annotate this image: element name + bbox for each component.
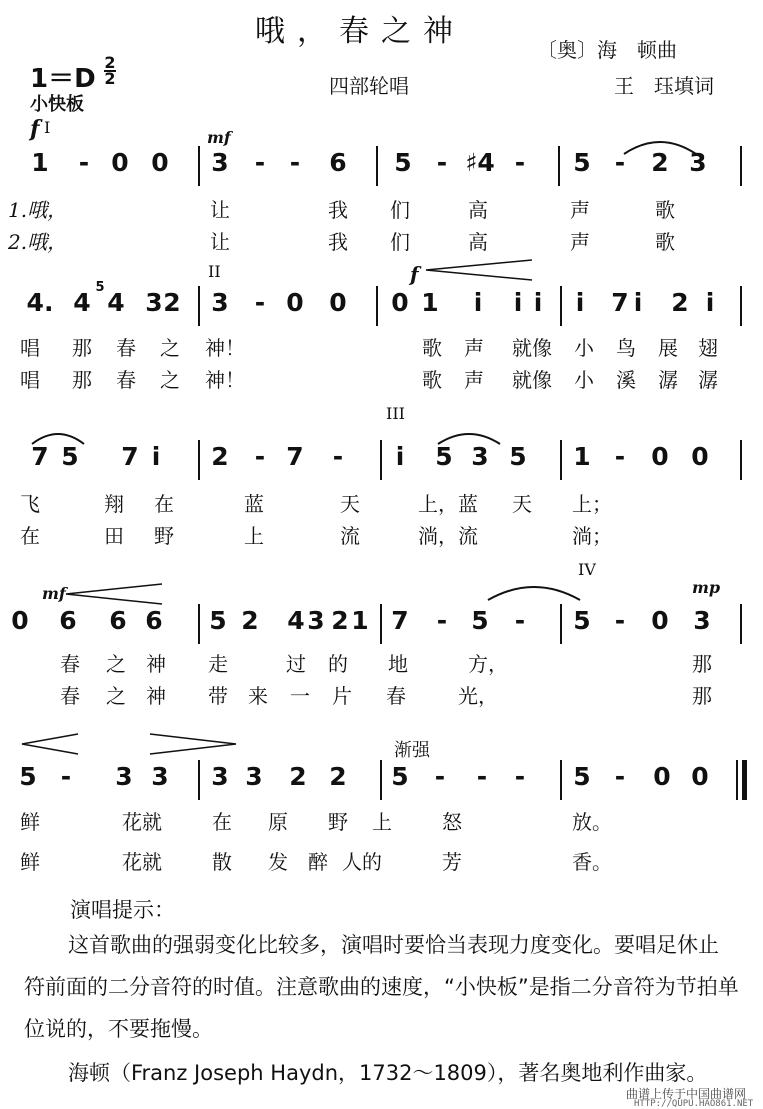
note: 1 xyxy=(31,148,49,177)
note: - xyxy=(289,148,301,177)
note: 0 xyxy=(651,606,669,635)
song-title: 哦，春之神 xyxy=(255,14,465,49)
lyrics-row-4-verse-1: 春 之 神 走 过 的 地 方， 那 xyxy=(60,652,712,676)
note: 6 xyxy=(59,606,77,635)
note: 3 xyxy=(211,148,229,177)
lyrics-row-2-verse-1: 唱 那 春 之 神！ 歌 声 就像 小 鸟 展 翅 xyxy=(20,336,718,360)
note: i xyxy=(151,442,161,471)
note: 3 xyxy=(245,762,263,791)
final-barline-thick xyxy=(742,760,747,800)
barline xyxy=(560,286,562,326)
part-label-i: I xyxy=(44,118,51,137)
note: 4 xyxy=(287,606,305,635)
barline xyxy=(198,146,200,186)
note: - xyxy=(434,762,446,791)
barline xyxy=(198,286,200,326)
note: 2 xyxy=(331,606,349,635)
note: 3 xyxy=(115,762,133,791)
note: 0 xyxy=(286,288,304,317)
note: - xyxy=(332,442,344,471)
crescendo-text: 渐强 xyxy=(394,740,430,761)
notation-row-4 xyxy=(11,606,755,646)
note: 3 xyxy=(307,606,325,635)
barline xyxy=(380,760,382,800)
barline xyxy=(740,146,742,186)
dynamic-mf-2: mf xyxy=(42,584,66,603)
barline xyxy=(376,146,378,186)
lyrics-row-1-verse-2: 2.哦， 让 我 们 高 声 歌 xyxy=(8,230,675,254)
note: 2 xyxy=(651,148,669,177)
note: 5 xyxy=(394,148,412,177)
lyrics-row-4-verse-2: 春 之 神 带 来 一 片 春 光， 那 xyxy=(60,684,712,708)
note: 0 xyxy=(11,606,29,635)
note: - xyxy=(254,288,266,317)
note: 4. xyxy=(26,288,54,317)
note: 3 xyxy=(689,148,707,177)
barline xyxy=(740,604,742,644)
note: 3 xyxy=(693,606,711,635)
barline xyxy=(740,286,742,326)
tips-heading: 演唱提示： xyxy=(70,898,175,922)
barline xyxy=(558,146,560,186)
note: - xyxy=(514,762,526,791)
key-signature: 1＝D xyxy=(30,64,96,94)
barline xyxy=(198,440,200,480)
dynamic-mf-1: mf xyxy=(207,128,231,147)
note: 2 xyxy=(241,606,259,635)
note: 2 xyxy=(671,288,689,317)
lyrics-row-3-verse-1: 飞 翔 在 蓝 天 上，蓝 天 上； xyxy=(20,492,612,516)
note: 5 xyxy=(435,442,453,471)
note: 5 xyxy=(573,148,591,177)
note: 2 xyxy=(329,762,347,791)
lyrics-row-5-verse-1: 鲜 花就 在 原 野 上 怒 放。 xyxy=(20,810,612,834)
note: 1 xyxy=(421,288,439,317)
crescendo-hairpin-3 xyxy=(20,732,80,756)
note: - xyxy=(436,148,448,177)
composer-note: 海顿（Franz Joseph Haydn，1732～1809），著名奥地利作曲家。 xyxy=(68,1061,708,1085)
note: i xyxy=(633,288,643,317)
note: 3 xyxy=(151,762,169,791)
note: 1 xyxy=(351,606,369,635)
lyrics-row-5-verse-2: 鲜 花就 散 发 醉 人的 芳 香。 xyxy=(20,850,612,874)
note: 5 xyxy=(209,606,227,635)
site-url: HTTP://QUPU.HAO861.NET xyxy=(634,1099,754,1109)
grace-note: 5 xyxy=(95,280,105,295)
note: 2 xyxy=(163,288,181,317)
note: ♯4 xyxy=(465,148,495,177)
barline xyxy=(560,604,562,644)
note: 2 xyxy=(289,762,307,791)
note: 4 xyxy=(107,288,125,317)
note: 5 xyxy=(509,442,527,471)
note: 5 xyxy=(573,606,591,635)
barline xyxy=(198,760,200,800)
note: 2 xyxy=(211,442,229,471)
notation-row-3 xyxy=(20,442,755,482)
lyrics-row-3-verse-2: 在 田 野 上 流 淌，流 淌； xyxy=(20,524,612,548)
note: - xyxy=(254,148,266,177)
note: 0 xyxy=(391,288,409,317)
note: - xyxy=(614,148,626,177)
barline xyxy=(560,440,562,480)
note: - xyxy=(476,762,488,791)
dynamic-f-part-i: f xyxy=(30,116,40,142)
lyricist-credit: 王 珏填词 xyxy=(614,74,714,98)
note: 6 xyxy=(145,606,163,635)
note: 0 xyxy=(111,148,129,177)
note: - xyxy=(614,606,626,635)
note: 3 xyxy=(211,288,229,317)
slur-row-1 xyxy=(620,136,700,156)
note: 7 xyxy=(611,288,629,317)
diminuendo-hairpin xyxy=(148,732,238,756)
time-signature: 2 2 xyxy=(104,53,116,88)
note: 5 xyxy=(19,762,37,791)
tie-row-4 xyxy=(484,580,584,602)
notation-row-2 xyxy=(20,280,755,328)
tempo-marking: 小快板 xyxy=(30,94,84,115)
final-barline xyxy=(736,760,738,800)
lyrics-row-2-verse-2: 唱 那 春 之 神！ 歌 声 就像 小 溪 潺 潺 xyxy=(20,368,718,392)
lyrics-row-1-verse-1: 1.哦， 让 我 们 高 声 歌 xyxy=(8,198,675,222)
part-label-iv: IV xyxy=(578,560,596,579)
note: 0 xyxy=(329,288,347,317)
crescendo-hairpin-1 xyxy=(424,258,534,282)
barline xyxy=(376,286,378,326)
barline xyxy=(740,440,742,480)
composer-credit: 〔奥〕海 顿曲 xyxy=(537,38,677,62)
note: i xyxy=(473,288,483,317)
note: 6 xyxy=(109,606,127,635)
note: 7 xyxy=(391,606,409,635)
note: - xyxy=(78,148,90,177)
note: 0 xyxy=(691,762,709,791)
part-label-ii: II xyxy=(208,262,221,281)
note: 7 xyxy=(286,442,304,471)
note: 0 xyxy=(653,762,671,791)
note: 0 xyxy=(151,148,169,177)
barline xyxy=(380,440,382,480)
note: 3 xyxy=(211,762,229,791)
part-label-iii: III xyxy=(386,404,405,423)
site-watermark: 曲谱上传于中国曲谱网 xyxy=(626,1087,747,1101)
note: - xyxy=(614,762,626,791)
note: 5 xyxy=(471,606,489,635)
note: 3 xyxy=(471,442,489,471)
note: - xyxy=(436,606,448,635)
note: i xyxy=(533,288,543,317)
note: i xyxy=(575,288,585,317)
note: 6 xyxy=(329,148,347,177)
note: i xyxy=(513,288,523,317)
note: - xyxy=(254,442,266,471)
note: 1 xyxy=(573,442,591,471)
note: 7 xyxy=(31,442,49,471)
note: 4 xyxy=(73,288,91,317)
subtitle: 四部轮唱 xyxy=(329,74,409,98)
barline xyxy=(198,604,200,644)
note: - xyxy=(60,762,72,791)
note: - xyxy=(614,442,626,471)
note: 0 xyxy=(691,442,709,471)
note: 5 xyxy=(573,762,591,791)
tips-paragraph: 这首歌曲的强弱变化比较多，演唱时要恰当表现力度变化。要唱足休止符前面的二分音符的时值。注意歌曲的速度，“小快板”是指二分音符为节拍单位说的，不要拖慢。 xyxy=(24,933,739,1041)
crescendo-hairpin-2 xyxy=(64,582,164,606)
barline xyxy=(380,604,382,644)
dynamic-f-2: f xyxy=(410,262,419,286)
note: 7 xyxy=(121,442,139,471)
note: i xyxy=(705,288,715,317)
note: 5 xyxy=(61,442,79,471)
notation-row-5 xyxy=(20,762,755,802)
note: - xyxy=(514,148,526,177)
barline xyxy=(560,760,562,800)
note: 0 xyxy=(651,442,669,471)
note: 5 xyxy=(391,762,409,791)
note: 3 xyxy=(145,288,163,317)
dynamic-mp: mp xyxy=(692,578,721,597)
note: - xyxy=(514,606,526,635)
note: i xyxy=(395,442,405,471)
